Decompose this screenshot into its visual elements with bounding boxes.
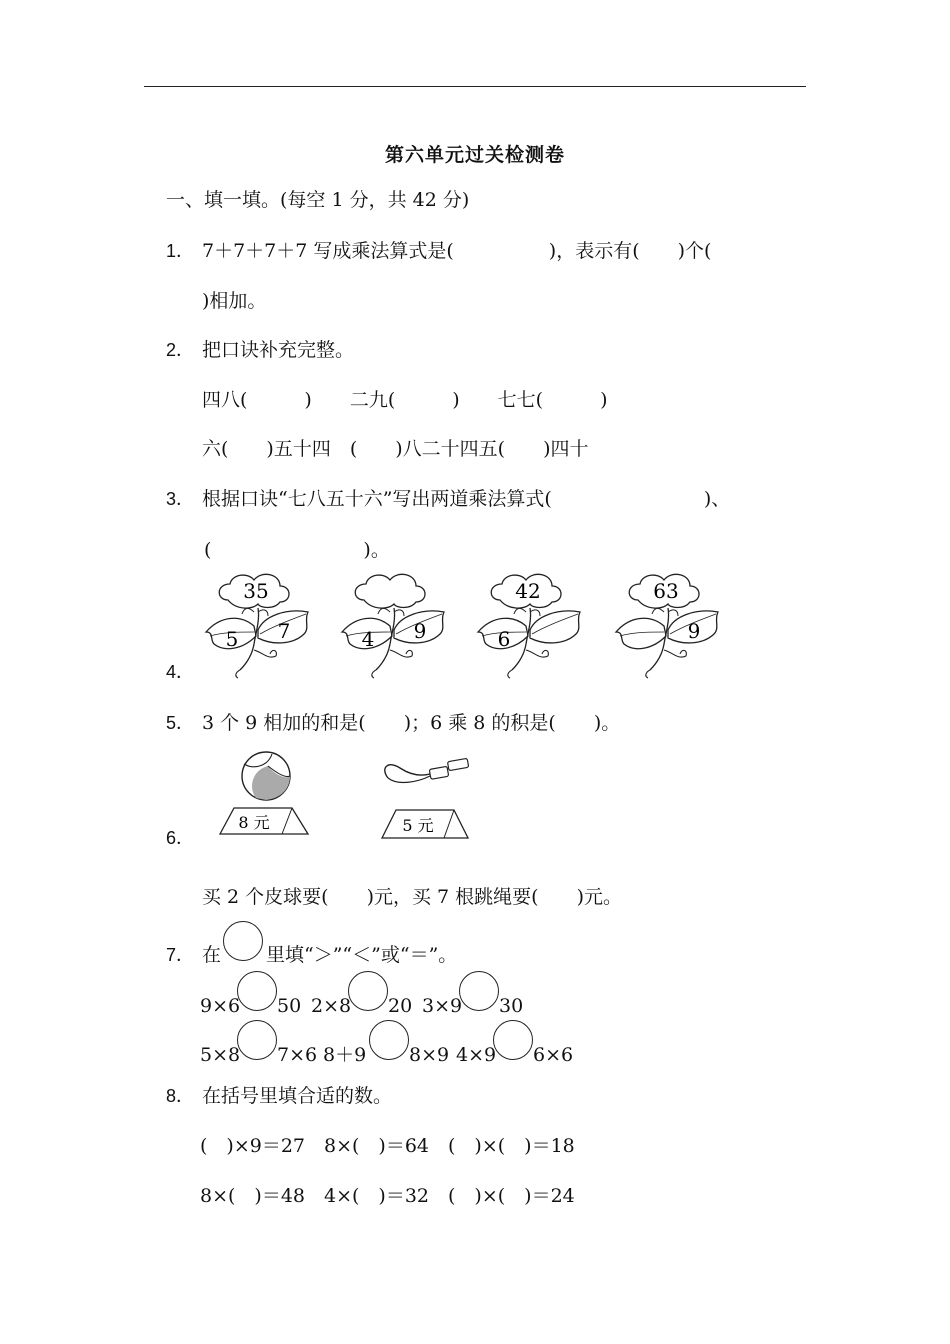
q7-r1-f: 30 bbox=[499, 995, 524, 1017]
q8-row2: 8×( )＝48 4×( )＝32 ( )×( )＝24 bbox=[200, 1185, 575, 1207]
rope-price: 5 元 bbox=[402, 816, 434, 835]
flower-3-left: 6 bbox=[497, 627, 511, 651]
q7-r1-c: 2×8 bbox=[311, 995, 352, 1017]
q5-text: 3 个 9 相加的和是( )；6 乘 8 的积是( )。 bbox=[202, 712, 621, 734]
q8-text: 在括号里填合适的数。 bbox=[202, 1085, 393, 1107]
q7-r1-d: 20 bbox=[388, 995, 413, 1017]
q3-line1: 根据口诀“七八五十六”写出两道乘法算式( )、 bbox=[202, 488, 731, 510]
q7-r2-d: 8×9 bbox=[409, 1044, 450, 1066]
flower-3-top: 42 bbox=[515, 579, 541, 603]
q7-r1-a: 9×6 bbox=[200, 995, 241, 1017]
answer-circle-example bbox=[223, 921, 263, 961]
q7-prefix: 在 bbox=[202, 944, 222, 966]
q3-line2: ( )。 bbox=[204, 539, 390, 561]
q3-number: 3． bbox=[166, 489, 195, 509]
answer-circle[interactable] bbox=[348, 971, 388, 1011]
flower-4-top: 63 bbox=[653, 579, 679, 603]
q1-line2: )相加。 bbox=[202, 290, 267, 312]
q6-number: 6． bbox=[166, 828, 195, 848]
q2-number: 2． bbox=[166, 340, 195, 360]
flower-3 bbox=[478, 574, 580, 678]
q2-text: 把口诀补充完整。 bbox=[202, 339, 355, 361]
flower-2-right: 9 bbox=[413, 619, 427, 643]
q7-number: 7． bbox=[166, 945, 195, 965]
q2-row2: 六( )五十四 ( )八二十四五( )四十 bbox=[202, 438, 589, 460]
q7-r2-a: 5×8 bbox=[200, 1044, 241, 1066]
q5-number: 5． bbox=[166, 713, 195, 733]
q4-flowers bbox=[196, 568, 736, 688]
rope-price-tag bbox=[378, 756, 478, 842]
q7-r1-b: 50 bbox=[277, 995, 302, 1017]
q7-suffix: 里填“＞”“＜”或“＝”。 bbox=[266, 944, 458, 966]
answer-circle[interactable] bbox=[237, 1020, 277, 1060]
q1-line1: 7＋7＋7＋7 写成乘法算式是( )，表示有( )个( bbox=[202, 240, 712, 262]
page-title: 第六单元过关检测卷 bbox=[384, 144, 565, 166]
ball-price-tag bbox=[216, 750, 326, 842]
flower-4-right: 9 bbox=[687, 619, 701, 643]
q6-text: 买 2 个皮球要( )元，买 7 根跳绳要( )元。 bbox=[202, 886, 622, 908]
ball-price: 8 元 bbox=[238, 813, 270, 832]
flower-2-left: 4 bbox=[361, 627, 375, 651]
flower-1-left: 5 bbox=[225, 627, 239, 651]
section-heading: 一、填一填。(每空 1 分，共 42 分) bbox=[166, 189, 470, 211]
answer-circle[interactable] bbox=[459, 971, 499, 1011]
q8-number: 8． bbox=[166, 1086, 195, 1106]
q7-r2-b: 7×6 bbox=[277, 1044, 318, 1066]
flower-2 bbox=[342, 574, 444, 678]
q1-number: 1． bbox=[166, 241, 195, 261]
flower-1-top: 35 bbox=[243, 579, 269, 603]
q7-r2-e: 4×9 bbox=[456, 1044, 497, 1066]
flower-1 bbox=[206, 574, 308, 678]
jump-rope-icon bbox=[429, 766, 448, 779]
q2-row1: 四八( ) 二九( ) 七七( ) bbox=[202, 389, 608, 411]
flower-1-right: 7 bbox=[277, 619, 291, 643]
q8-row1: ( )×9＝27 8×( )＝64 ( )×( )＝18 bbox=[200, 1135, 575, 1157]
q7-r1-e: 3×9 bbox=[422, 995, 463, 1017]
q7-r2-c: 8＋9 bbox=[323, 1044, 367, 1066]
answer-circle[interactable] bbox=[369, 1020, 409, 1060]
answer-circle[interactable] bbox=[237, 971, 277, 1011]
answer-circle[interactable] bbox=[493, 1020, 533, 1060]
q4-number: 4． bbox=[166, 662, 195, 682]
header-rule bbox=[144, 86, 806, 87]
flower-4 bbox=[616, 574, 718, 678]
q7-r2-f: 6×6 bbox=[533, 1044, 574, 1066]
